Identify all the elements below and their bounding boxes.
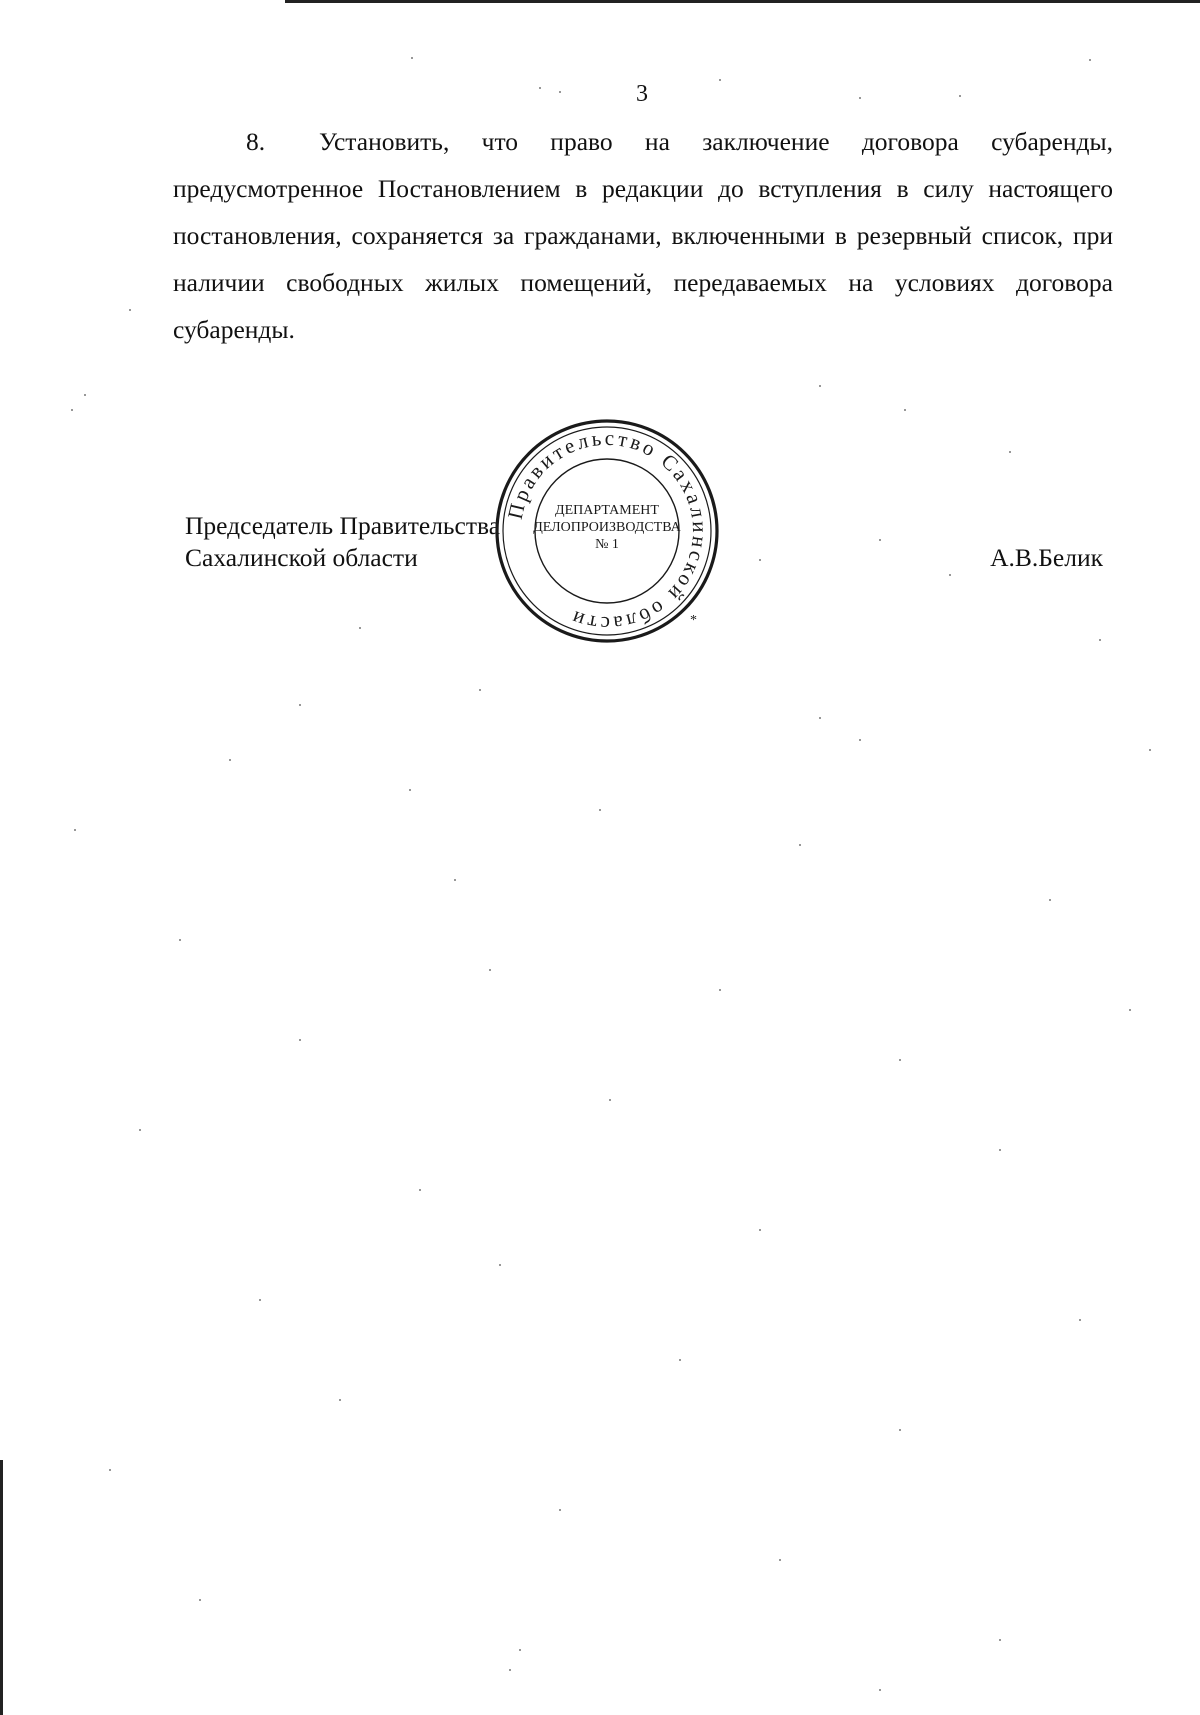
- official-seal: [494, 418, 720, 644]
- signer-name: А.В.Белик: [990, 543, 1103, 572]
- seal-inner-line3: № 1: [595, 537, 619, 552]
- seal-star: *: [690, 613, 697, 628]
- signer-title-line1: Председатель Правительства: [185, 511, 501, 540]
- seal-outer-text: Правительство Сахалинской области: [502, 425, 713, 637]
- clause-number: 8.: [246, 127, 266, 156]
- top-border-line: [285, 0, 1200, 3]
- clause-text: Установить, что право на заключение договора субаренды, предусмотренное Постановлением в редакции до вступления в силу настоящего постановления, сохраняется за гражданами, включенными в резервный список, при наличии свободных жилых помещений, передаваемых на условиях договора субаренды.: [173, 127, 1113, 344]
- page-number: 3: [636, 81, 648, 107]
- seal-inner-line1: ДЕПАРТАМЕНТ: [555, 503, 659, 518]
- signer-title-line2: Сахалинской области: [185, 543, 418, 572]
- left-border-line: [0, 1460, 3, 1715]
- signer-title: [185, 510, 500, 574]
- clause-paragraph: [173, 118, 1113, 353]
- seal-inner-line2: ДЕЛОПРОИЗВОДСТВА: [533, 520, 681, 535]
